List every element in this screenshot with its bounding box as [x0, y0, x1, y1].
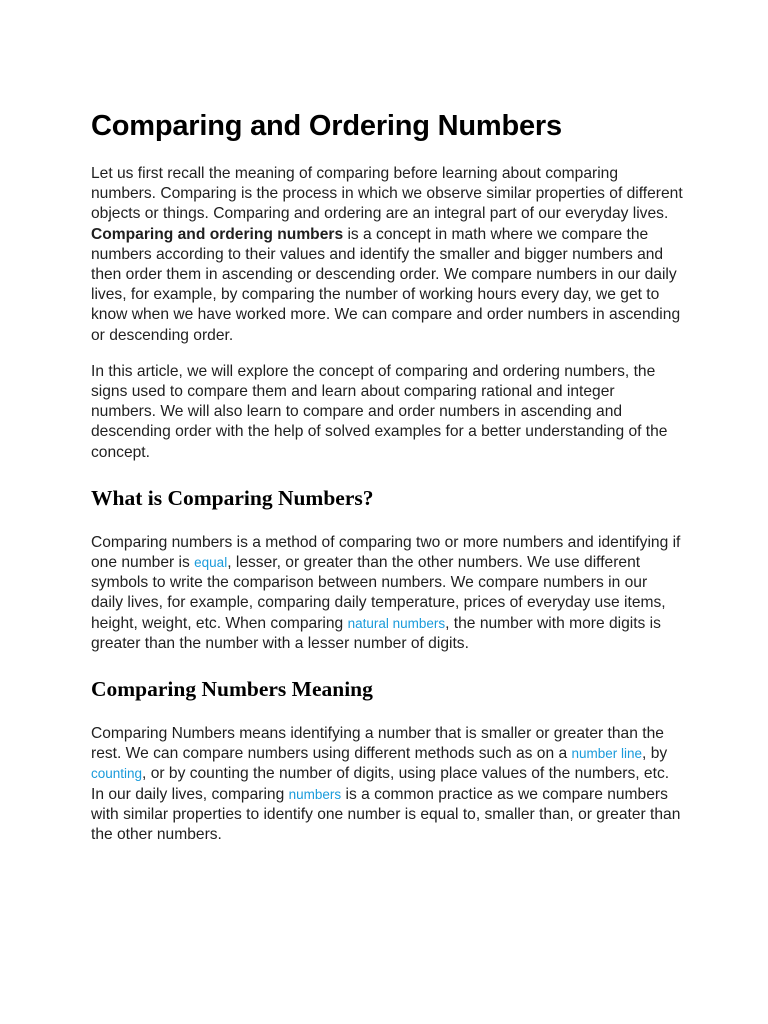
- section2-text-2: , by: [642, 745, 668, 763]
- document-page: [91, 108, 683, 861]
- section2-text-1: Comparing Numbers means identifying a number that is smaller or greater than the rest. We can compare numbers using different methods such as on a: [91, 725, 664, 763]
- link-equal[interactable]: equal: [194, 555, 228, 571]
- intro-bold-term: Comparing and ordering numbers: [91, 225, 344, 243]
- section1-text-2: , lesser, or greater than the other numbers. We use different symbols to write the comparison between numbers. We compare numbers in our daily lives, for example, comparing daily temperature, prices of everyday use items, height, weight, etc. When comparing: [91, 554, 666, 632]
- page-title: Comparing and Ordering Numbers: [91, 110, 562, 142]
- intro-paragraph-2: In this article, we will explore the concept of comparing and ordering numbers, the signs used to compare them and learn about comparing rational and integer numbers. We will also learn to compare and order numbers in ascending and descending order with the help of solved examples for a better understanding of the concept.: [91, 362, 668, 461]
- intro-text-a: Let us first recall the meaning of comparing before learning about comparing numbers. Comparing is the process in which we observe similar properties of different objects or things. Comparing and ordering are an integral part of our everyday lives.: [91, 165, 683, 223]
- section-heading-what-is: What is Comparing Numbers?: [91, 485, 374, 510]
- section2-text-3: , or by counting the number of digits, using place values of the numbers, etc. In our daily lives, comparing: [91, 765, 670, 803]
- link-number-line[interactable]: number line: [571, 746, 643, 762]
- section2-text-4: is a common practice as we compare numbers with similar properties to identify one number is equal to, smaller than, or greater than the other numbers.: [91, 785, 681, 844]
- section1-text-1: Comparing numbers is a method of comparing two or more numbers and identifying if one number is: [91, 533, 681, 572]
- link-numbers[interactable]: numbers: [288, 786, 342, 802]
- intro-paragraph-1: [91, 164, 683, 346]
- section2-paragraph: [91, 724, 683, 845]
- intro-text-b: is a concept in math where we compare the numbers according to their values and identify the smaller and bigger numbers and then order them in ascending or descending order. We compare numbers in our daily lives, for example, by comparing the number of working hours every day, we get to know when we have worked more. We can compare and order numbers in ascending or descending order.: [91, 225, 681, 344]
- section-heading-meaning: Comparing Numbers Meaning: [91, 677, 373, 702]
- link-counting[interactable]: counting: [91, 766, 143, 782]
- section1-text-3: , the number with more digits is greater than the number with a lesser number of digits.: [91, 614, 661, 652]
- section1-paragraph: [91, 533, 683, 654]
- link-natural-numbers[interactable]: natural numbers: [347, 615, 446, 631]
